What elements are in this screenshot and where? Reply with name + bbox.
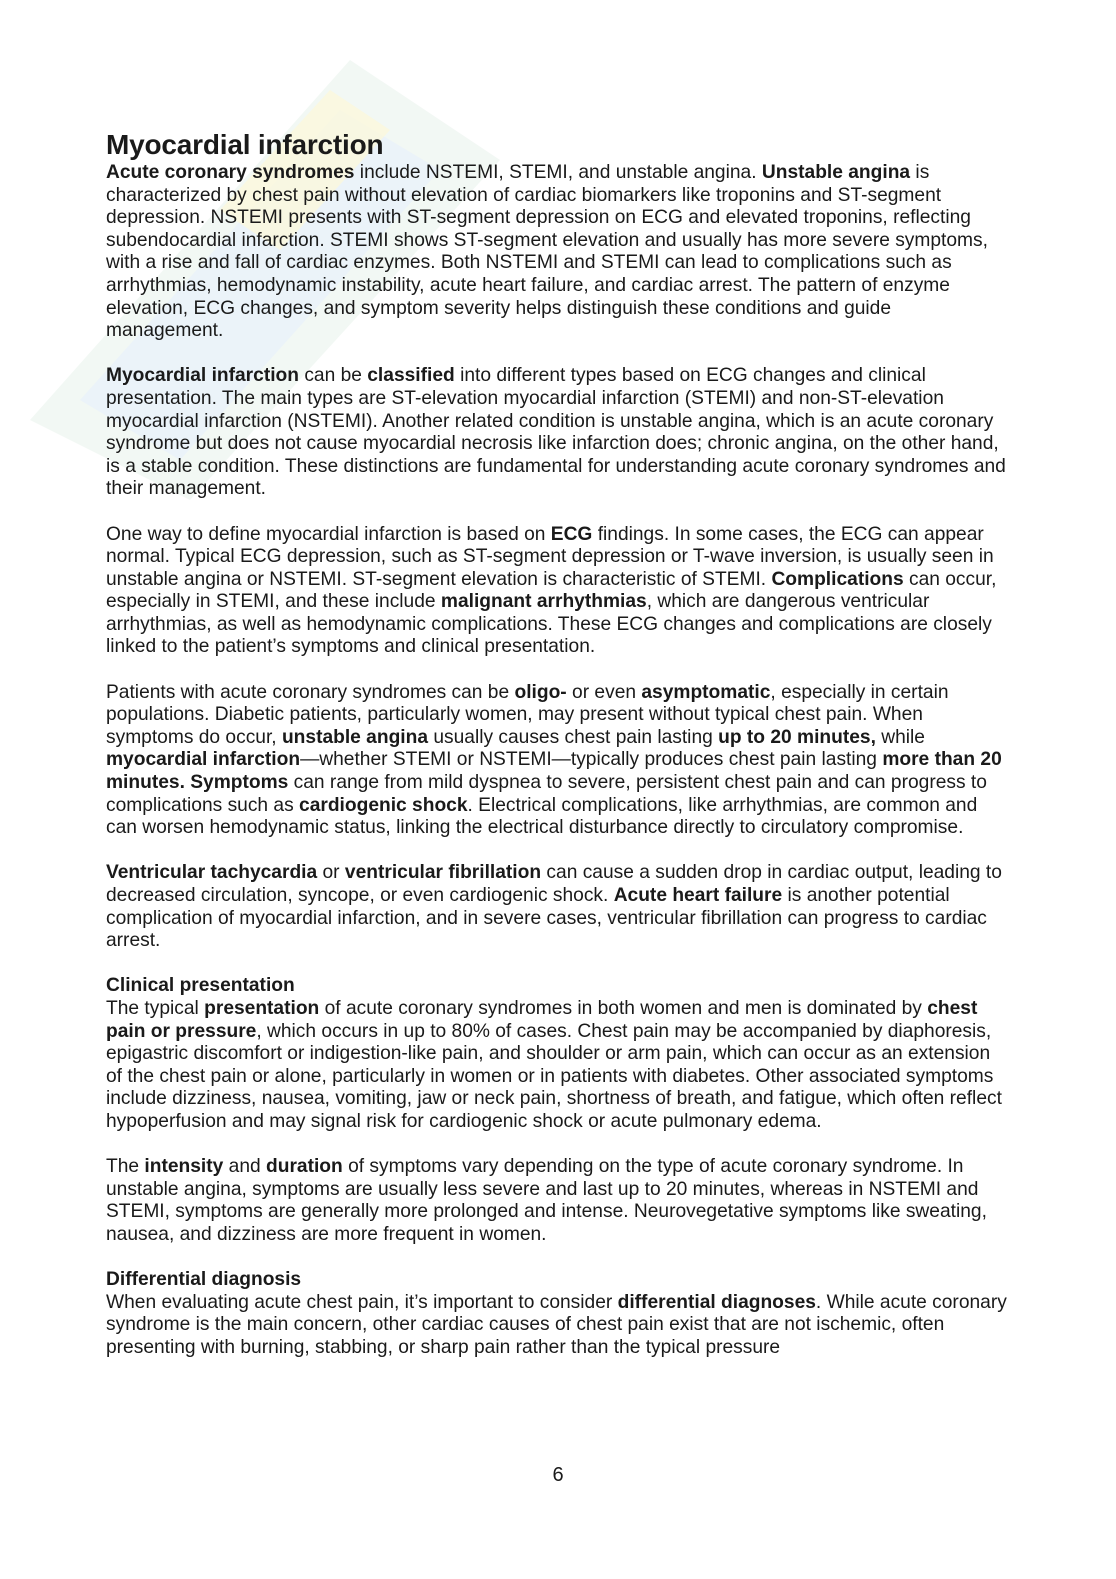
bold-term: ECG [550, 523, 593, 545]
paragraph [106, 1292, 1011, 1360]
text-run: One way to define myocardial infarction is based on [106, 523, 551, 545]
text-run: of symptoms vary depending on the type of acute coronary syndrome. In unstable angina, symptoms are usually less severe and last up to 20 minutes, whereas in NSTEMI and STEMI, symptoms are generally more prolonged and intense. Neurovegetative symptoms like sweating, nausea, and dizziness are more frequent in women. [106, 1156, 987, 1245]
document-body [106, 128, 1011, 1382]
paragraph [106, 524, 1011, 660]
text-run: findings. In some cases, the ECG can appear normal. Typical ECG depression, such as ST-segment depression or T-wave inversion, is usually seen in unstable angina or NSTEMI. ST-segment elevation is characteristic of STEMI. [106, 523, 994, 590]
intro-section [106, 162, 1011, 953]
section-heading-clinical-presentation: Clinical presentation [106, 975, 295, 997]
section-heading-differential-diagnosis: Differential diagnosis [106, 1269, 302, 1291]
text-run: can occur, especially in STEMI, and these include [106, 568, 997, 613]
text-run: of acute coronary syndromes in both women and men is dominated by [319, 997, 928, 1019]
text-run: or [317, 862, 345, 884]
text-run: while [875, 726, 925, 748]
paragraph [106, 1156, 1011, 1246]
paragraph [106, 682, 1011, 840]
text-run: , especially in certain populations. Diabetic patients, particularly women, may present without typical chest pain. When symptoms do occur, [106, 681, 949, 748]
bold-term: Myocardial infarction [106, 365, 299, 387]
bold-term: duration [266, 1156, 343, 1178]
text-run: can be [298, 365, 368, 387]
paragraph [106, 998, 1011, 1134]
text-run: include NSTEMI, STEMI, and unstable angina. [354, 162, 762, 183]
text-run: . Electrical complications, like arrhythmias, are common and can worsen hemodynamic status, linking the electrical disturbance directly to circulatory compromise. [106, 794, 978, 839]
bold-term: Ventricular tachycardia [106, 862, 318, 884]
paragraph [106, 862, 1011, 952]
text-run: can range from mild dyspnea to severe, persistent chest pain and can progress to complications such as [106, 772, 987, 816]
text-run: . While acute coronary syndrome is the main concern, other cardiac causes of chest pain exist that are not ischemic, often presenting with burning, stabbing, or sharp pain rather than the typical pressure [106, 1291, 1007, 1358]
bold-term: chest pain or pressure [106, 997, 978, 1042]
bold-term: Complications [771, 568, 904, 590]
bold-term: intensity [144, 1156, 224, 1178]
differential-diagnosis-section [106, 1292, 1011, 1360]
bold-term: malignant arrhythmias [440, 591, 647, 613]
text-run: When evaluating acute chest pain, it’s important to consider [106, 1291, 618, 1313]
page-number: 6 [552, 1464, 564, 1486]
bold-term: more than 20 minutes. Symptoms [106, 749, 1002, 794]
text-run: is characterized by chest pain without elevation of cardiac biomarkers like troponins and ST-segment depression. NSTEMI presents with ST-segment depression on ECG and elevated troponins, reflecting subendocardial infarction. STEMI shows ST-segment elevation and usually has more severe symptoms, with a rise and fall of cardiac enzymes. Both NSTEMI and STEMI can lead to complications such as arrhythmias, hemodynamic instability, acute heart failure, and cardiac arrest. The pattern of enzyme elevation, ECG changes, and symptom severity helps distinguish these conditions and guide management. [106, 162, 988, 342]
bold-term: Acute heart failure [613, 885, 783, 906]
text-run: can cause a sudden drop in cardiac output, leading to decreased circulation, syncope, or even cardiogenic shock. [106, 862, 1002, 906]
text-run: —whether STEMI or NSTEMI—typically produces chest pain lasting [300, 749, 883, 771]
bold-term: differential diagnoses [617, 1291, 816, 1313]
bold-term: ventricular fibrillation [344, 862, 542, 884]
text-run: or even [566, 681, 642, 703]
bold-term: oligo- [514, 681, 567, 703]
text-run: into different types based on ECG changes and clinical presentation. The main types are ST-elevation myocardial infarction (STEMI) and non-ST-elevation myocardial infarction (NSTEMI). Another related condition is unstable angina, which is an acute coronary syndrome but does not cause myocardial necrosis like infarction does; chronic angina, on the other hand, is a stable condition. These distinctions are fundamental for understanding acute coronary syndromes and their management. [106, 365, 1006, 500]
bold-term: asymptomatic [641, 681, 771, 703]
bold-term: unstable angina [281, 726, 429, 748]
bold-term: Unstable angina [761, 162, 911, 183]
text-run: The [106, 1156, 145, 1178]
text-run: , which are dangerous ventricular arrhythmias, as well as hemodynamic complications. These ECG changes and complications are closely linked to the patient’s symptoms and clinical presentation. [106, 591, 992, 658]
paragraph [106, 162, 1011, 343]
text-run: usually causes chest pain lasting [428, 726, 719, 748]
bold-term: presentation [204, 997, 320, 1019]
text-run: , which occurs in up to 80% of cases. Chest pain may be accompanied by diaphoresis, epigastric discomfort or indigestion-like pain, and shoulder or arm pain, which can occur as an extension of the chest pain or alone, particularly in women or in patients with diabetes. Other associated symptoms include dizziness, nausea, vomiting, jaw or neck pain, shortness of breath, and fatigue, which often reflect hypoperfusion and may signal risk for cardiogenic shock or acute pulmonary edema. [106, 1020, 1002, 1132]
bold-term: cardiogenic shock [299, 794, 468, 816]
bold-term: myocardial infarction [106, 749, 301, 771]
text-run: The typical [106, 997, 205, 1019]
paragraph [106, 365, 1011, 501]
bold-term: Acute coronary syndromes [106, 162, 355, 183]
bold-term: classified [367, 365, 455, 387]
clinical-presentation-section [106, 998, 1011, 1247]
page-title: Myocardial infarction [106, 129, 384, 160]
bold-term: up to 20 minutes, [718, 726, 876, 748]
text-run: and [223, 1156, 266, 1178]
text-run: Patients with acute coronary syndromes can be [106, 681, 515, 703]
text-run: is another potential complication of myocardial infarction, and in severe cases, ventricular fibrillation can progress to cardiac arrest. [106, 885, 987, 952]
